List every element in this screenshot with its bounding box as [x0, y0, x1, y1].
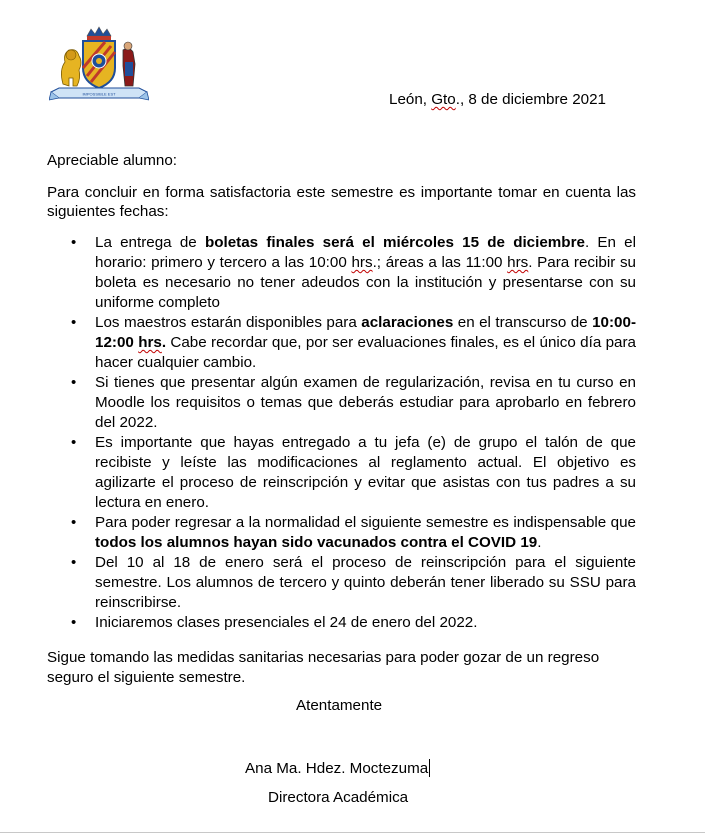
list-item: • Iniciaremos clases presenciales el 24 de enero del 2022.: [71, 614, 478, 631]
date-rest: ., 8 de diciembre 2021: [455, 91, 606, 108]
bullet-icon: •: [71, 234, 77, 251]
bullet-icon: •: [71, 614, 77, 631]
bullet-icon: •: [71, 554, 77, 571]
school-crest-logo: [49, 26, 149, 104]
page-bottom-divider: [0, 832, 705, 833]
date-place: León,: [389, 91, 432, 108]
greeting: Apreciable alumno:: [47, 152, 178, 169]
intro-paragraph: Para concluir en forma satisfactoria este semestre es importante tomar en cuenta las siguientes fechas:: [47, 184, 636, 220]
list-item: • Para poder regresar a la normalidad el siguiente semestre es indispensable que todos los alumnos hayan sido vacunados contra el COVID 19.: [71, 514, 636, 551]
date-line: [389, 91, 606, 108]
regards: Atentamente: [296, 697, 383, 714]
bullet-icon: •: [71, 434, 77, 451]
signer-title: Directora Académica: [268, 789, 409, 806]
signer-name: Ana Ma. Hdez. Moctezuma: [245, 760, 429, 777]
bullet-icon: •: [71, 374, 77, 391]
text-cursor: [429, 759, 430, 777]
list-item: • Del 10 al 18 de enero será el proceso de reinscripción para el siguiente semestre. Los alumnos de tercero y quinto deberán tener liberado su SSU para reinscribirse.: [71, 554, 636, 611]
bullet-icon: •: [71, 514, 77, 531]
list-item: • La entrega de boletas finales será el miércoles 15 de diciembre. En el horario: primero y tercero a las 10:00 hrs.; áreas a las 11:00 hrs. Para recibir su boleta es necesario no tener adeudos con la institución y presentarse con su uniforme completo: [71, 234, 636, 311]
list-item: • Es importante que hayas entregado a tu jefa (e) de grupo el talón de que recibiste y leíste las modificaciones al reglamento actual. El objetivo es agilizarte el proceso de reinscripción y evitar que asistas con tus padres a su lectura en enero.: [71, 434, 636, 511]
list-item: • Los maestros estarán disponibles para aclaraciones en el transcurso de 10:00-12:00 hrs. Cabe recordar que, por ser evaluaciones finales, es el único día para hacer cualquier cambio.: [71, 314, 636, 371]
svg-text:IMPOSSIBLE EST: IMPOSSIBLE EST: [82, 91, 116, 97]
list-item: • Si tienes que presentar algún examen de regularización, revisa en tu curso en Moodle los requisitos o temas que deberás estudiar para aprobarlo en febrero del 2022.: [71, 374, 636, 431]
dates-bullet-list: [47, 233, 636, 633]
bullet-icon: •: [71, 314, 77, 331]
date-gto-spellcheck: Gto: [431, 91, 456, 108]
closing-paragraph: Sigue tomando las medidas sanitarias necesarias para poder gozar de un regreso seguro el siguiente semestre.: [47, 649, 600, 686]
